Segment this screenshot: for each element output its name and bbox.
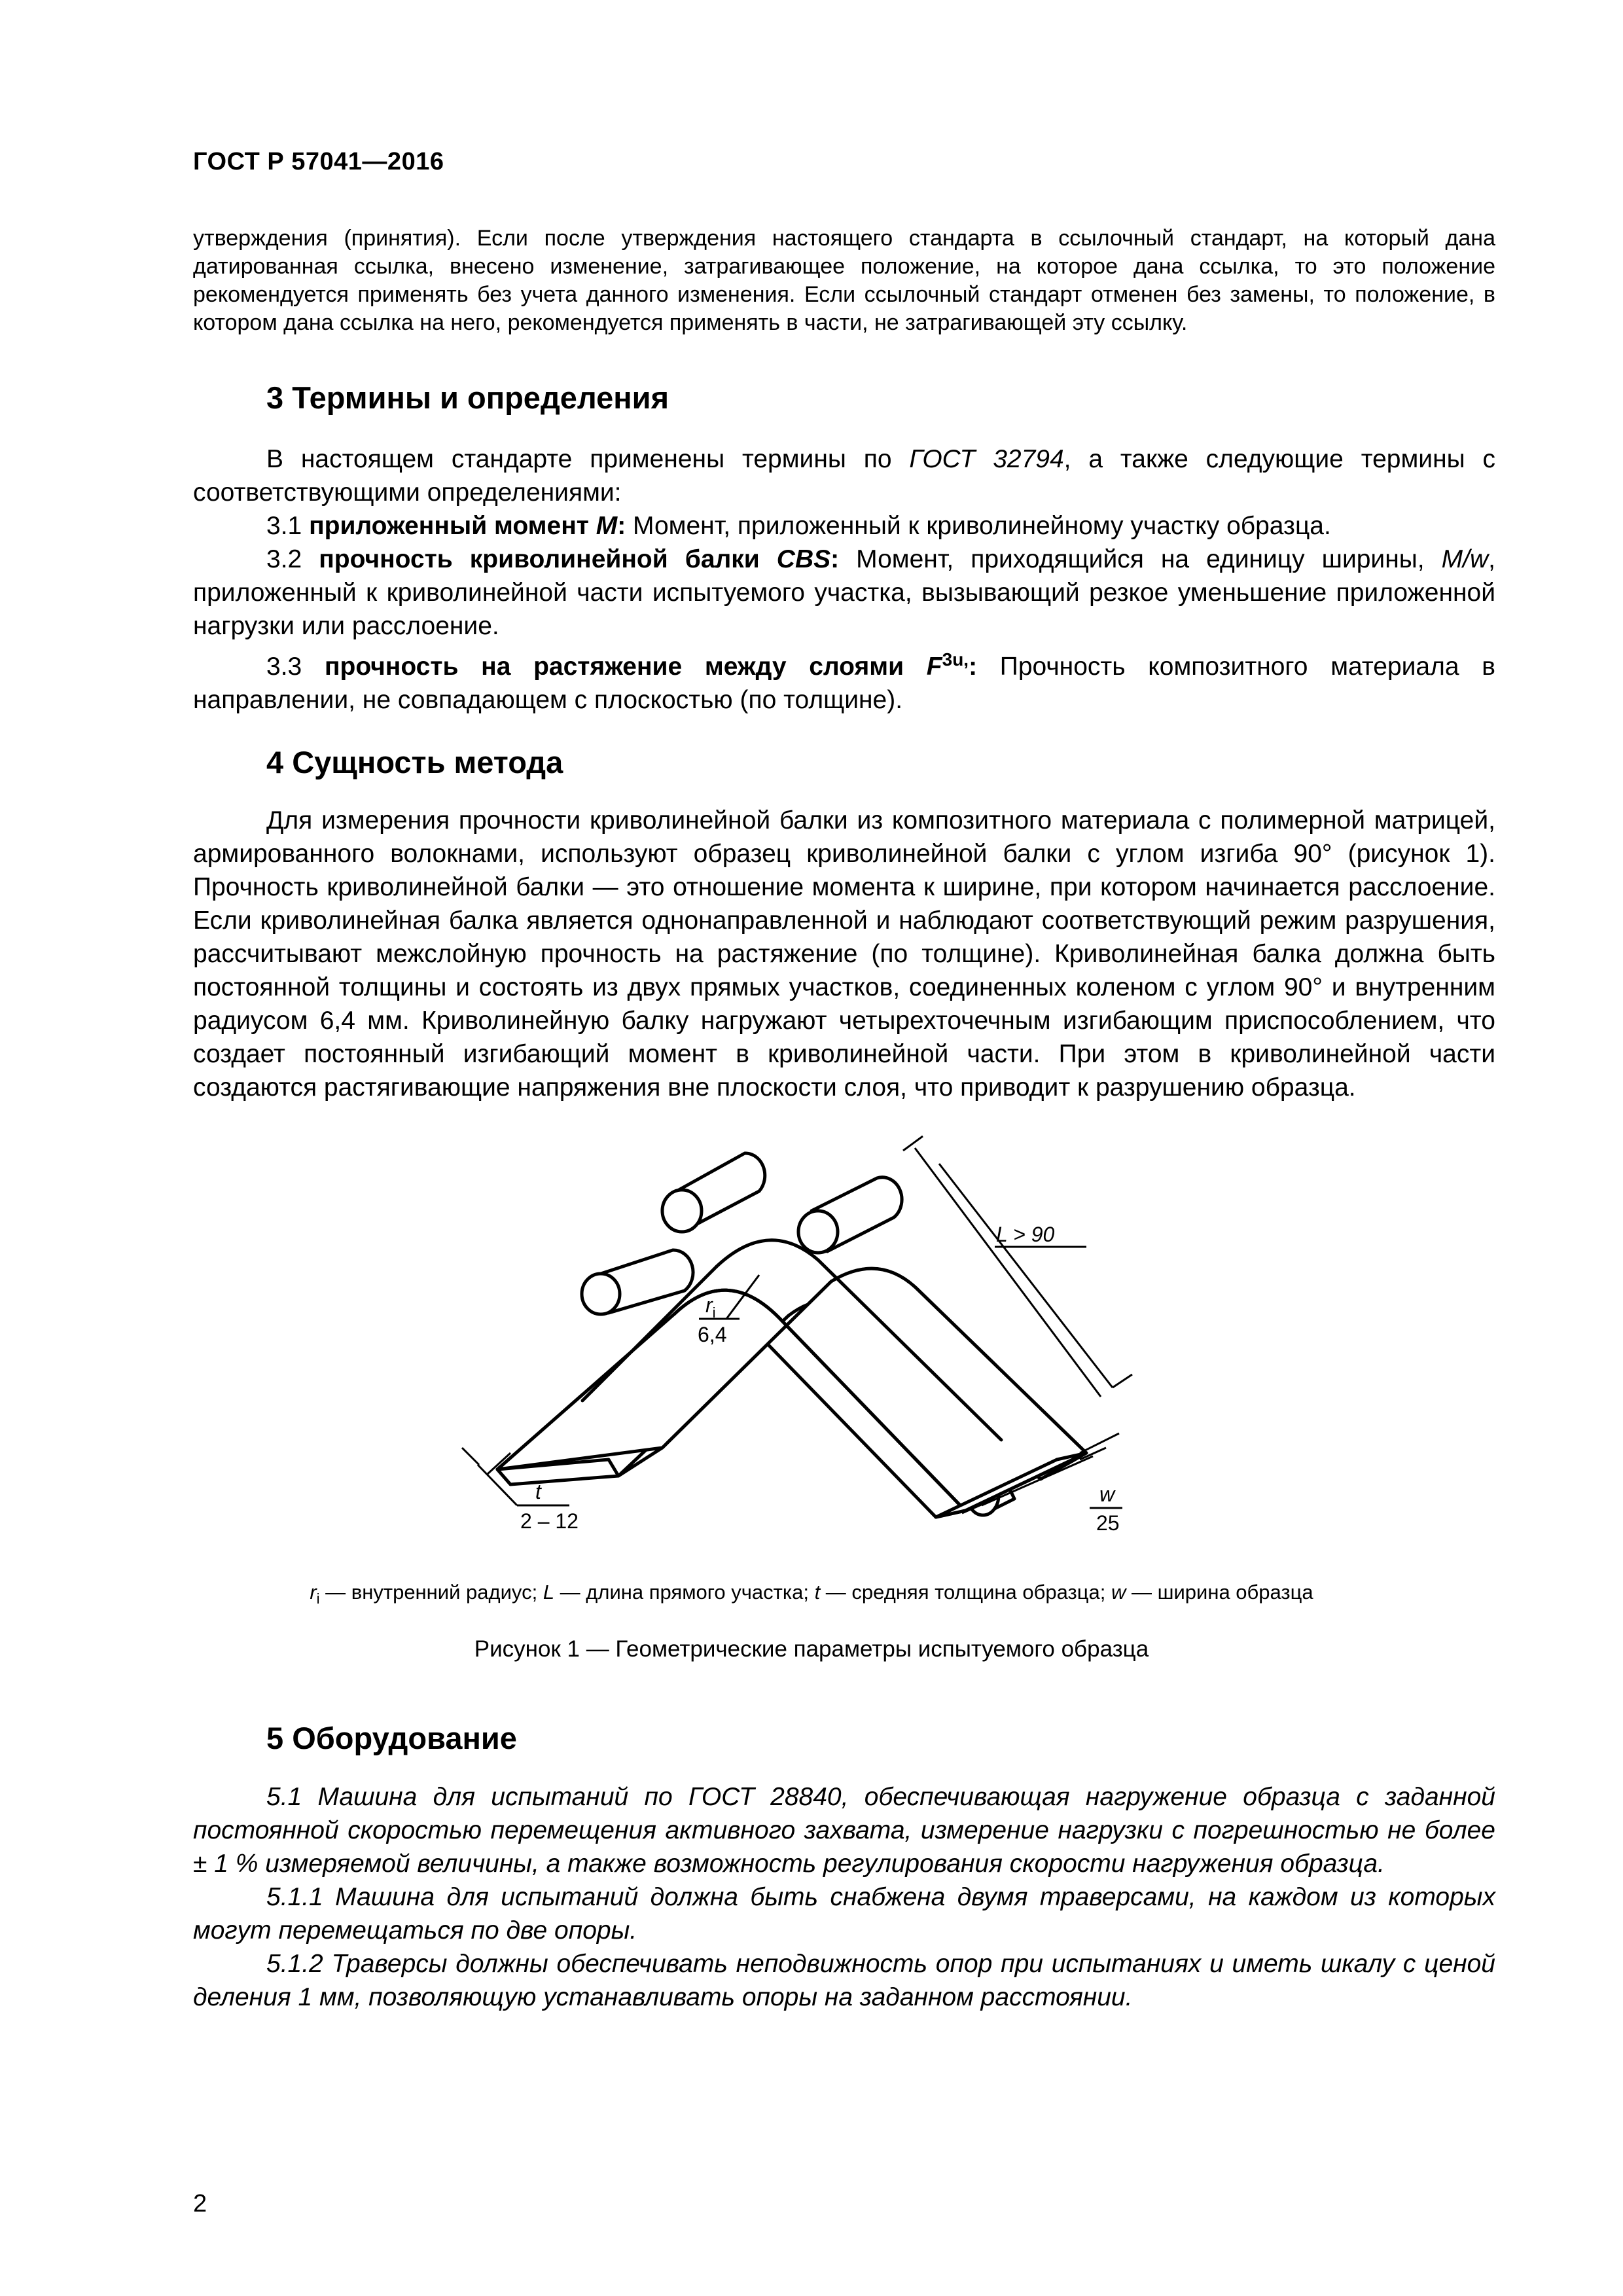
dim-w-symbol: w [1099,1482,1115,1506]
term-3-2: 3.2 прочность криволинейной балки CBS: Момент, приходящийся на единицу ширины, M/w, приложенный к криволинейной части испытуемого участка, вызывающий резкое уменьшение приложенной нагрузки или расслоение. [193,545,1495,640]
dim-ri-value: 6,4 [698,1323,727,1346]
dim-L-label: L > 90 [996,1223,1055,1246]
dim-t-value: 2 – 12 [520,1509,579,1533]
dim-t-symbol: t [535,1480,541,1503]
clause-5-1: 5.1 Машина для испытаний по ГОСТ 28840, обеспечивающая нагружение образца с заданной постоянной скоростью перемещения активного захвата, измерение нагрузки с погрешностью не более ± 1 % измеряемой величины, а также возможность регулирования скорости нагружения образца. [193,1783,1495,1878]
section-5-body [193,1780,1495,2014]
section-3-title: 3 Термины и определения [266,380,669,415]
clause-5-1-2: 5.1.2 Траверсы должны обеспечивать неподвижность опор при испытаниях и иметь шкалу с ценой деления 1 мм, позволяющую устанавливать опоры на заданном расстоянии. [193,1950,1495,2011]
roller-front-left-end [582,1274,620,1314]
section-4-body: Для измерения прочности криволинейной балки из композитного материала с полимерной матрицей, армированного волокнами, используют образец криволинейной балки с углом изгиба 90° (рисунок 1). Прочность криволинейной балки — это отношение момента к ширине, при котором начинается расслоение. Если криволинейная балка является однонаправленной и наблюдают соответствующий режим разрушения, рассчитывают межслойную прочность на растяжение (по толщине). Криволинейная балка должна быть постоянной толщины и состоять из двух прямых участков, соединенных коленом с углом 90° и внутренним радиусом 6,4 мм. Криволинейную балку нагружают четырехточечным изгибающим приспособлением, что создает постоянный изгибающий момент в криволинейной части. При этом в криволинейной части создаются растягивающие напряжения вне плоскости слоя, что приводит к разрушению образца. [193,806,1495,1102]
intro-paragraph: утверждения (принятия). Если после утверждения настоящего стандарта в ссылочный стандарт, на который дана датированная ссылка, внесено изменение, затрагивающее положение, на которое дана ссылка, то это положение рекомендуется применять без учета данного изменения. Если ссылочный стандарт отменен без замены, то положение, в котором дана ссылка на него, рекомендуется применять в части, не затрагивающей эту ссылку. [193,226,1495,335]
term-3-3: 3.3 прочность на растяжение между слоями $F^{3u,}$: Прочность композитного материала в направлении, не совпадающем с плоскостью (по толщине). [193,649,1495,714]
roller-back-left-end [662,1190,702,1232]
section-4-title: 4 Сущность метода [266,745,563,780]
dim-w-value: 25 [1096,1511,1120,1535]
section-5-title: 5 Оборудование [266,1721,517,1755]
clause-5-1-1: 5.1.1 Машина для испытаний должна быть снабжена двумя траверсами, на каждом из которых могут перемещаться по две опоры. [193,1883,1495,1945]
specimen-figure [425,1113,1263,1571]
dim-ri-symbol: $r_i$ [705,1293,716,1321]
section-3-lead: В настоящем стандарте применены термины по ГОСТ 32794, а также следующие термины с соответствующими определениями: [193,445,1496,507]
page-number: 2 [193,2190,207,2217]
roller-front-right-end [798,1211,838,1253]
document-code: ГОСТ Р 57041—2016 [193,148,444,175]
figure-legend: $r_i$ — внутренний радиус; L — длина прямого участка; t — средняя толщина образца; w — ширина образца [310,1581,1313,1607]
term-3-1: 3.1 приложенный момент M: Момент, приложенный к криволинейному участку образца. [266,512,1331,540]
section-3-body [193,442,1495,717]
gost-reference: ГОСТ 32794 [909,445,1064,473]
figure-caption: Рисунок 1 — Геометрические параметры испытуемого образца [474,1636,1149,1662]
